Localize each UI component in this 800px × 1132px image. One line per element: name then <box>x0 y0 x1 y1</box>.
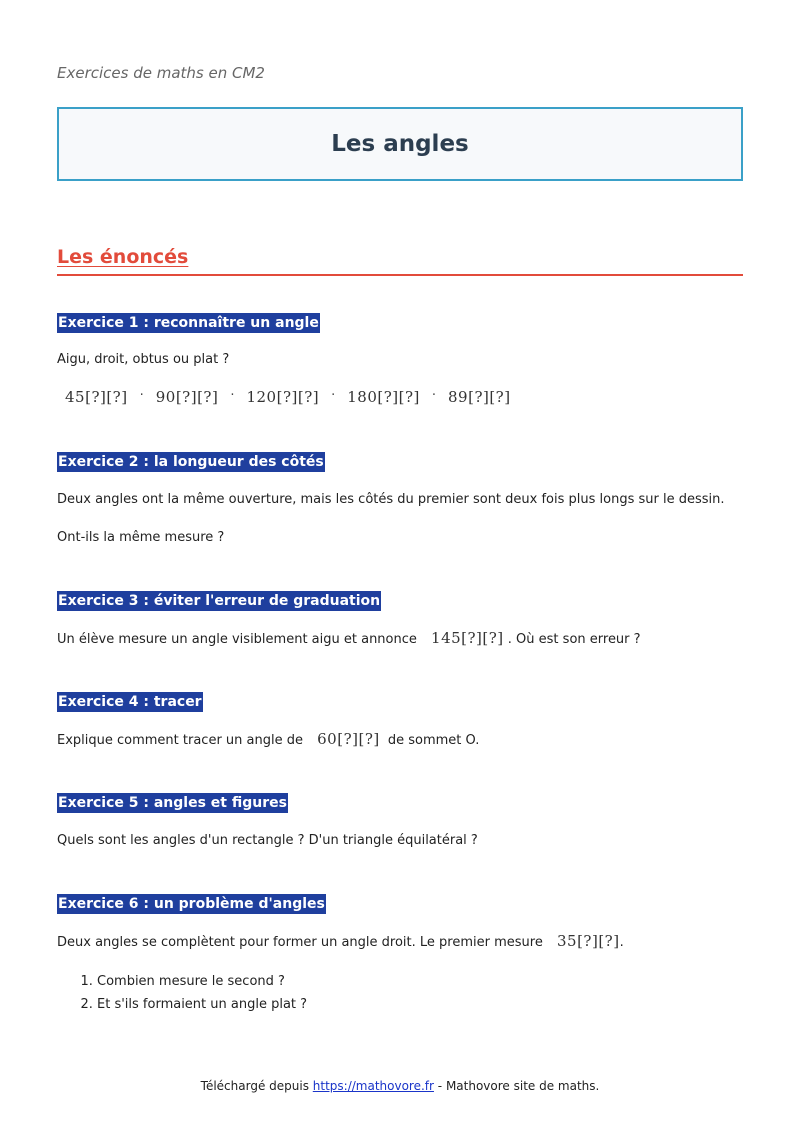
exercise-4-text <box>57 730 479 750</box>
list-item: 1. Combien mesure le second ? <box>97 970 307 993</box>
list-item: 2. Et s'ils formaient un angle plat ? <box>97 993 307 1016</box>
angle-value: 90[?][?] <box>155 388 219 406</box>
page-title: Les angles <box>331 131 469 157</box>
angle-value: 145[?][?] <box>431 629 504 647</box>
exercise-1-angles <box>65 388 511 406</box>
exercise-3-text-after: . Où est son erreur ? <box>507 632 641 647</box>
footer-prefix: Téléchargé depuis <box>200 1079 309 1093</box>
angle-value: 120[?][?] <box>246 388 320 406</box>
separator: · <box>230 388 235 403</box>
exercise-4-title: Exercice 4 : tracer <box>58 694 202 710</box>
separator: · <box>331 388 336 403</box>
exercise-6-text <box>57 932 624 952</box>
exercise-6-title: Exercice 6 : un problème d'angles <box>58 896 325 912</box>
document-subtitle: Exercices de maths en CM2 <box>57 64 265 82</box>
separator: · <box>431 388 436 403</box>
footer-link[interactable]: https://mathovore.fr <box>312 1079 434 1093</box>
angle-value: 180[?][?] <box>347 388 420 406</box>
exercise-5-text: Quels sont les angles d'un rectangle ? D'un triangle équilatéral ? <box>57 833 478 848</box>
exercise-2-question: Ont-ils la même mesure ? <box>57 530 225 545</box>
section-heading <box>57 246 743 276</box>
exercise-3-text-before: Un élève mesure un angle visiblement aigu et annonce <box>57 632 417 647</box>
exercise-1-title: Exercice 1 : reconnaître un angle <box>58 315 319 331</box>
angle-value: 35[?][?] <box>556 932 620 950</box>
section-title: Les énoncés <box>57 246 189 268</box>
title-box <box>57 107 743 181</box>
angle-value: 60[?][?] <box>317 730 380 748</box>
exercise-1-text: Aigu, droit, obtus ou plat ? <box>57 352 230 367</box>
exercise-3-text <box>57 629 641 649</box>
exercise-6-text-after: . <box>619 935 624 950</box>
exercise-2-title: Exercice 2 : la longueur des côtés <box>58 454 324 470</box>
exercise-4-text-before: Explique comment tracer un angle de <box>57 733 303 748</box>
angle-value: 89[?][?] <box>448 388 511 406</box>
footer <box>0 1079 800 1093</box>
angle-value: 45[?][?] <box>65 388 128 406</box>
exercise-6-questions <box>57 970 307 1016</box>
footer-suffix: - Mathovore site de maths. <box>437 1079 600 1093</box>
exercise-2-text: Deux angles ont la même ouverture, mais les côtés du premier sont deux fois plus longs sur le dessin. <box>57 492 725 507</box>
exercise-6-text-before: Deux angles se complètent pour former un angle droit. Le premier mesure <box>57 935 543 950</box>
exercise-4-text-after: de sommet O. <box>387 733 480 748</box>
exercise-5-title: Exercice 5 : angles et figures <box>58 795 287 811</box>
separator: · <box>139 388 144 403</box>
exercise-3-title: Exercice 3 : éviter l'erreur de graduation <box>58 593 381 609</box>
